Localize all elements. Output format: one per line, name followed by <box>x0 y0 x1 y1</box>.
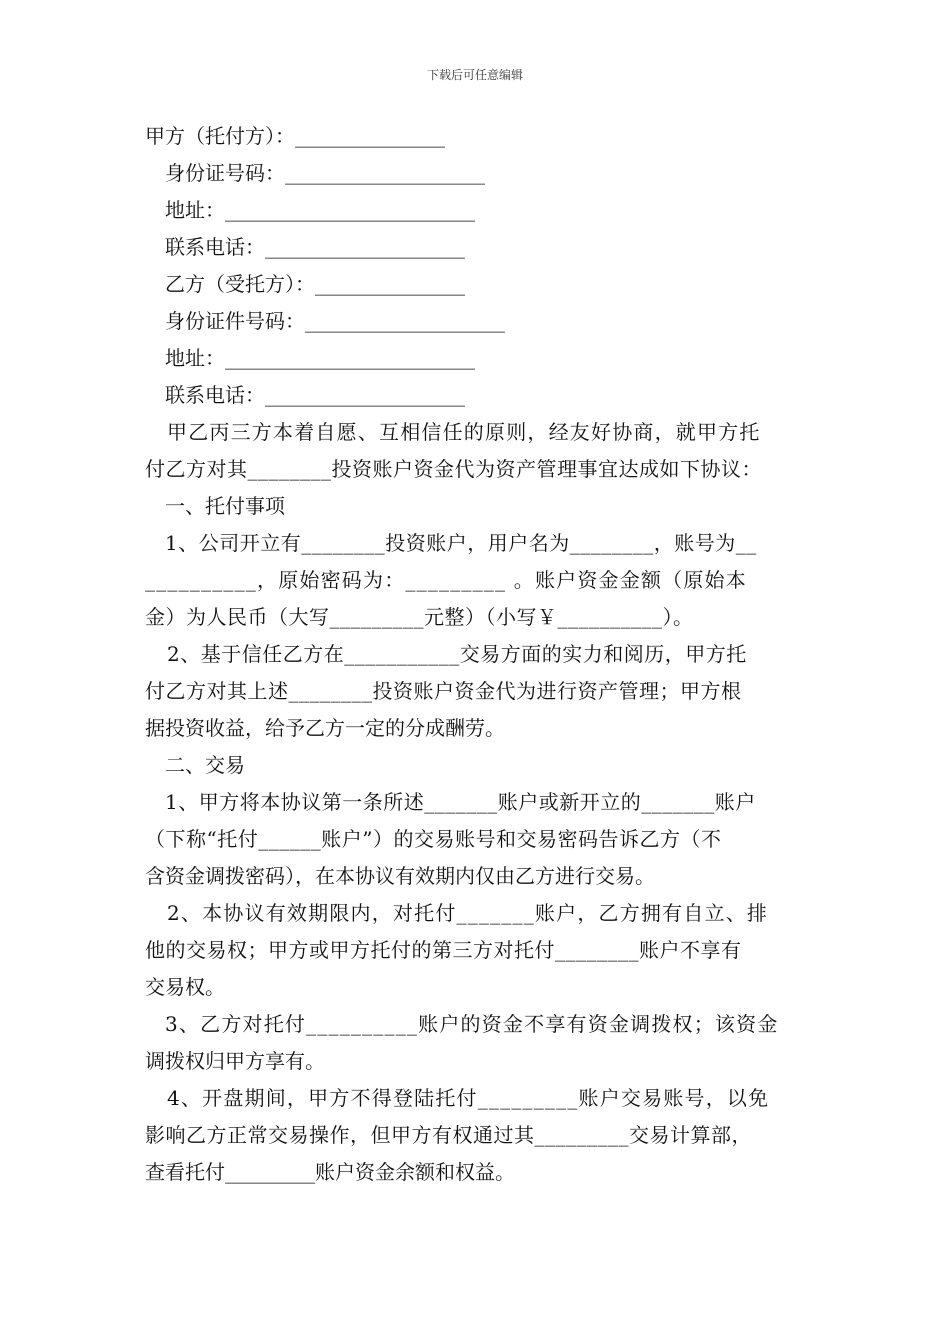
clause-2-4-line-2: 影响乙方正常交易操作，但甲方有权通过其_________交易计算部， <box>145 1123 752 1147</box>
section-heading-trading: 二、交易 <box>165 753 245 777</box>
party-b-line: 乙方（受托方）：_______________ <box>165 272 465 296</box>
clause-2-4-line-1: 4、开盘期间，甲方不得登陆托付_________账户交易账号，以免 <box>167 1086 770 1110</box>
clause-2-2-line-3: 交易权。 <box>145 975 225 999</box>
clause-2-2-line-1: 2、本协议有效期限内，对托付_______账户，乙方拥有自立、排 <box>167 901 769 925</box>
clause-2-3-line-1: 3、乙方对托付__________账户的资金不享有资金调拨权；该资金 <box>165 1012 779 1036</box>
party-a-phone-line: 联系电话：____________________ <box>165 235 465 259</box>
party-a-line: 甲方（托付方）：_______________ <box>145 124 445 148</box>
party-a-address-line: 地址：_________________________ <box>165 198 475 222</box>
clause-2-1-line-1: 1、甲方将本协议第一条所述_______账户或新开立的_______账户 <box>165 790 756 814</box>
clause-1-2-line-3: 据投资收益，给予乙方一定的分成酬劳。 <box>145 716 505 740</box>
clause-2-4-line-3: 查看托付_________账户资金余额和权益。 <box>145 1160 515 1184</box>
preamble-line-2: 付乙方对其________投资账户资金代为资产管理事宜达成如下协议： <box>145 457 762 481</box>
clause-1-1-line-3: 金）为人民币（大写_________元整）（小写￥__________）。 <box>145 605 694 629</box>
clause-2-1-line-2: （下称“托付______账户”）的交易账号和交易密码告诉乙方（不 <box>145 827 722 851</box>
clause-1-2-line-2: 付乙方对其上述________投资账户资金代为进行资产管理；甲方根 <box>145 679 742 703</box>
party-b-address-line: 地址：_________________________ <box>165 346 475 370</box>
party-b-phone-line: 联系电话：____________________ <box>165 383 465 407</box>
section-heading-entrustment: 一、托付事项 <box>165 494 285 518</box>
clause-2-2-line-2: 他的交易权；甲方或甲方托付的第三方对托付________账户不享有 <box>145 938 742 962</box>
party-b-id-line: 身份证件号码：____________________ <box>165 309 505 333</box>
page-header-note: 下载后可任意编辑 <box>426 68 523 82</box>
clause-1-1-line-1: 1、公司开立有________投资账户，用户名为________，账号为__ <box>165 531 757 555</box>
clause-2-3-line-2: 调拨权归甲方享有。 <box>145 1049 325 1073</box>
clause-2-1-line-3: 含资金调拨密码），在本协议有效期内仅由乙方进行交易。 <box>145 864 655 888</box>
clause-1-2-line-1: 2、基于信任乙方在___________交易方面的实力和阅历，甲方托 <box>167 642 747 666</box>
clause-1-1-line-2: __________，原始密码为：_________ 。账户资金金额（原始本 <box>145 568 747 592</box>
preamble-line-1: 甲乙丙三方本着自愿、互相信任的原则，经友好协商，就甲方托 <box>167 420 761 444</box>
contract-body <box>145 118 807 1191</box>
party-a-id-line: 身份证号码：____________________ <box>165 161 485 185</box>
